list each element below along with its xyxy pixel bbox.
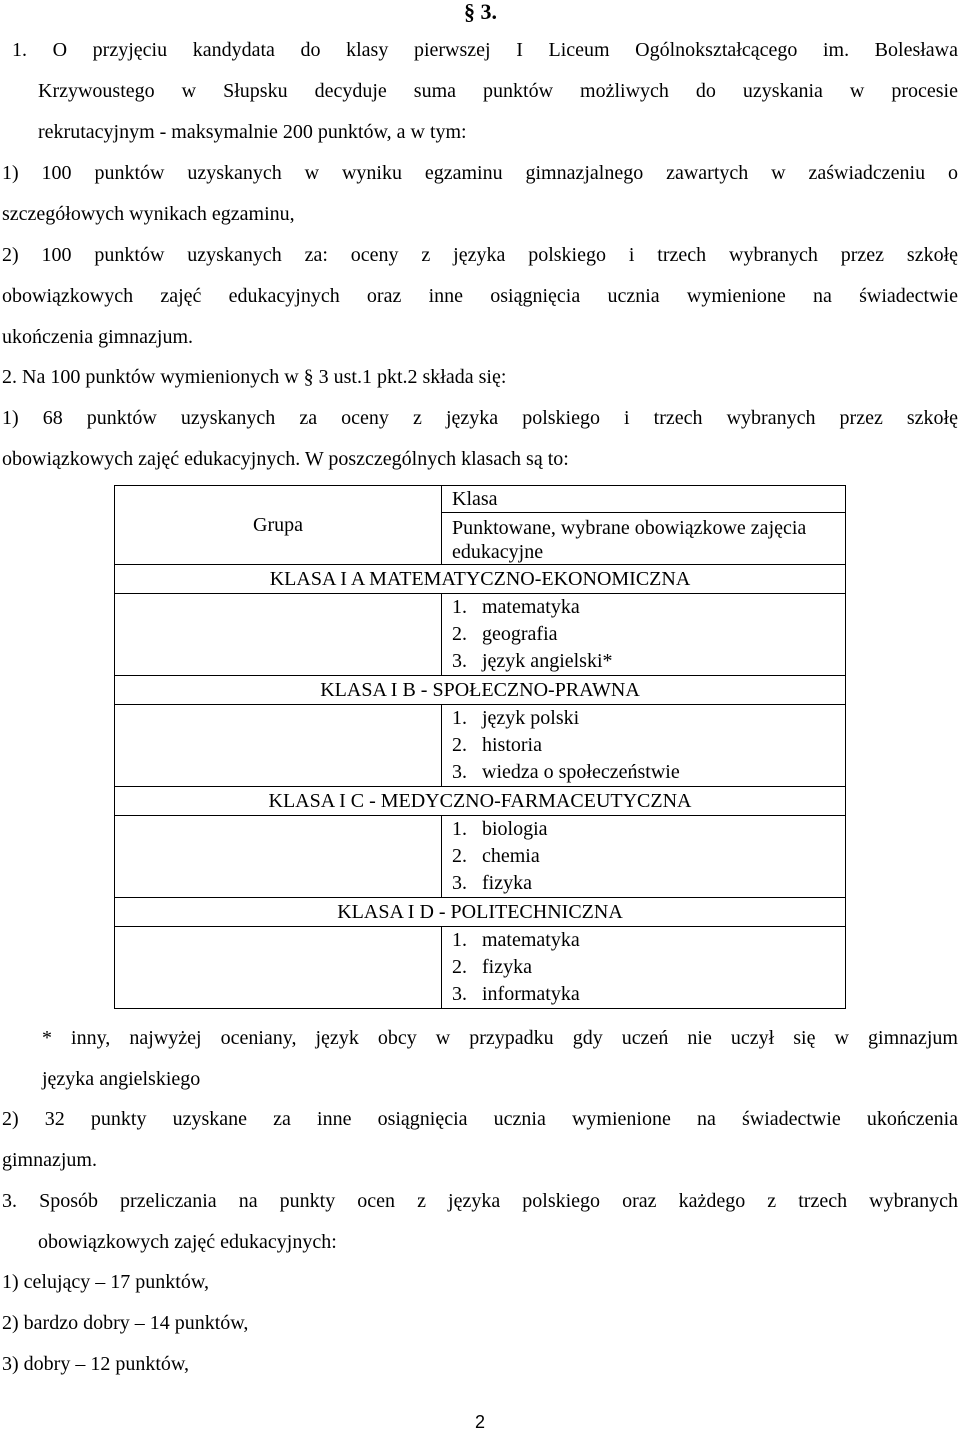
item-2-1-line-1: 1) 68 punktów uzyskanych za oceny z języka polskiego i trzech wybranych przez szkołę: [2, 407, 958, 429]
grade-item: 2) bardzo dobry – 14 punktów,: [2, 1312, 249, 1334]
group-ib-grupa-cell: [115, 705, 442, 787]
subject-item: 2. fizyka: [452, 956, 532, 978]
group-heading-ib: KLASA I B - SPOŁECZNO-PRAWNA: [115, 676, 846, 705]
group-heading-ic: KLASA I C - MEDYCZNO-FARMACEUTYCZNA: [115, 787, 846, 816]
group-ic-grupa-cell: [115, 816, 442, 898]
grade-item: 3) dobry – 12 punktów,: [2, 1353, 190, 1375]
subject-item: 1. biologia: [452, 818, 548, 840]
subject-item: 3. język angielski*: [452, 650, 613, 672]
paragraph-1-line-2: Krzywoustego w Słupsku decyduje suma punktów możliwych do uzyskania w procesie: [38, 80, 958, 102]
item-1-1-line-1: 1) 100 punktów uzyskanych w wyniku egzaminu gimnazjalnego zawartych w zaświadczeniu o: [2, 162, 958, 184]
group-id-subjects: [442, 927, 846, 1009]
klasa-header: Klasa: [442, 486, 846, 513]
subject-item: 3. fizyka: [452, 872, 532, 894]
punktowane-header: Punktowane, wybrane obowiązkowe zajęcia edukacyjne: [442, 513, 846, 565]
paragraph-1-line-3: rekrutacyjnym - maksymalnie 200 punktów, a w tym:: [38, 121, 467, 143]
subject-item: 1. matematyka: [452, 596, 580, 618]
section-heading: § 3.: [464, 0, 497, 24]
item-1-2-line-2: obowiązkowych zajęć edukacyjnych oraz inne osiągnięcia ucznia wymienione na świadectwie: [2, 285, 958, 307]
group-heading-id: KLASA I D - POLITECHNICZNA: [115, 898, 846, 927]
subject-item: 3. wiedza o społeczeństwie: [452, 761, 680, 783]
subject-item: 1. język polski: [452, 707, 580, 729]
classes-table: [114, 485, 846, 1009]
item-1-1-line-2: szczegółowych wynikach egzaminu,: [2, 203, 295, 225]
subject-item: 2. historia: [452, 734, 542, 756]
paragraph-3-line-1: 3. Sposób przeliczania na punkty ocen z języka polskiego oraz każdego z trzech wybranych: [2, 1190, 958, 1212]
item-2-2-line-2: gimnazjum.: [2, 1149, 97, 1171]
item-1-2-line-3: ukończenia gimnazjum.: [2, 326, 194, 348]
paragraph-1-line-1: 1. O przyjęciu kandydata do klasy pierwszej I Liceum Ogólnokształcącego im. Bolesława: [12, 39, 958, 61]
group-ia-subjects: [442, 594, 846, 676]
item-2-2-line-1: 2) 32 punkty uzyskane za inne osiągnięcia ucznia wymienione na świadectwie ukończenia: [2, 1108, 958, 1130]
group-ib-subjects: [442, 705, 846, 787]
subject-item: 2. chemia: [452, 845, 540, 867]
subject-item: 1. matematyka: [452, 929, 580, 951]
group-ic-subjects: [442, 816, 846, 898]
item-1-2-line-1: 2) 100 punktów uzyskanych za: oceny z języka polskiego i trzech wybranych przez szkołę: [2, 244, 958, 266]
paragraph-2: 2. Na 100 punktów wymienionych w § 3 ust.1 pkt.2 składa się:: [2, 366, 507, 388]
group-ia-grupa-cell: [115, 594, 442, 676]
paragraph-3-line-2: obowiązkowych zajęć edukacyjnych:: [38, 1231, 337, 1253]
subject-item: 2. geografia: [452, 623, 558, 645]
footnote-line-1: * inny, najwyżej oceniany, język obcy w przypadku gdy uczeń nie uczył się w gimnazjum: [42, 1027, 958, 1049]
group-id-grupa-cell: [115, 927, 442, 1009]
grade-item: 1) celujący – 17 punktów,: [2, 1271, 209, 1293]
group-heading-ia: KLASA I A MATEMATYCZNO-EKONOMICZNA: [115, 565, 846, 594]
page-number: 2: [474, 1412, 485, 1432]
grupa-header: Grupa: [115, 486, 442, 565]
item-2-1-line-2: obowiązkowych zajęć edukacyjnych. W poszczególnych klasach są to:: [2, 448, 569, 470]
subject-item: 3. informatyka: [452, 983, 580, 1005]
footnote-line-2: języka angielskiego: [42, 1068, 201, 1090]
